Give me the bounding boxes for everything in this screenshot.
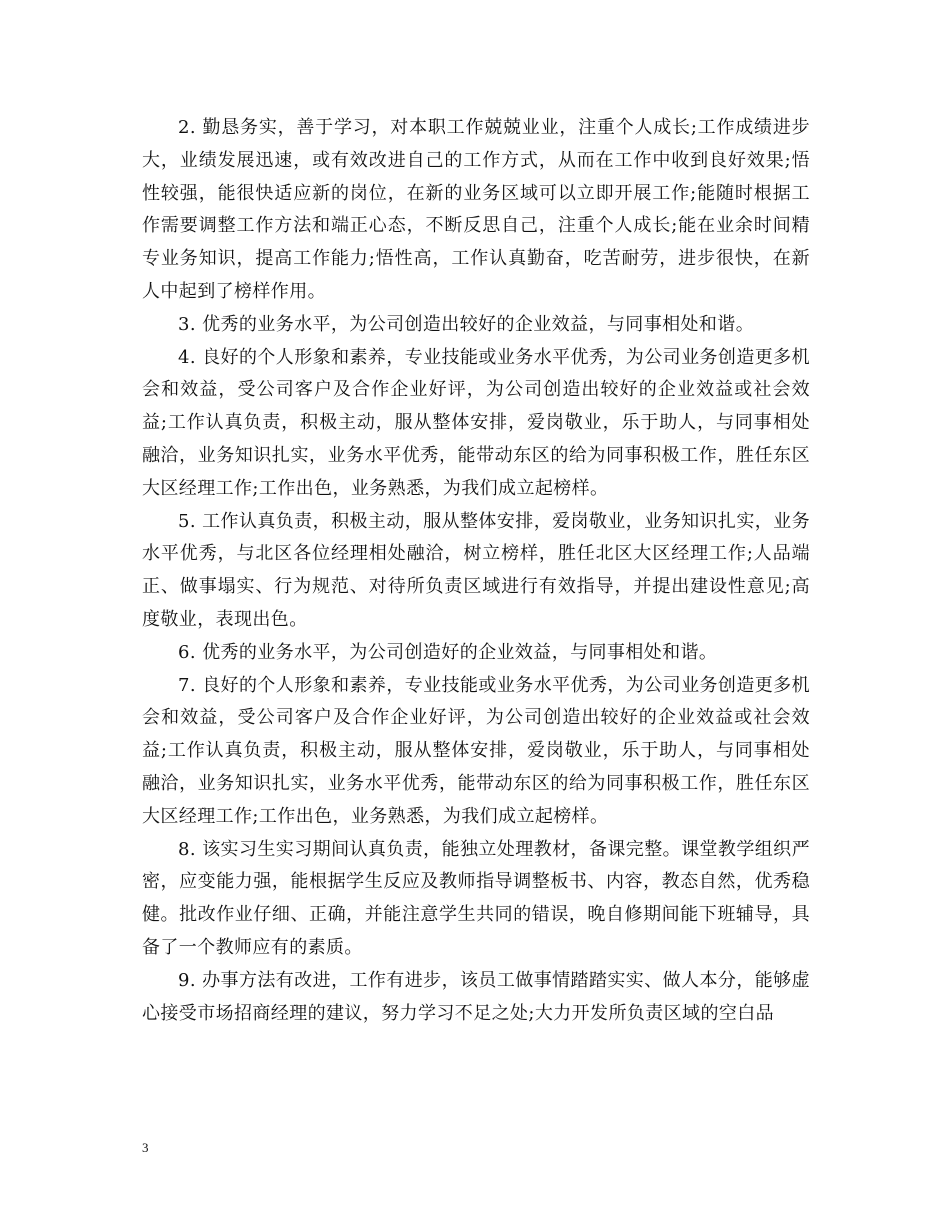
paragraph-9: 9. 办事方法有改进，工作有进步，该员工做事情踏踏实实、做人本分，能够虚心接受市场招商经理的建议，努力学习不足之处;大力开发所负责区域的空白品 [142,969,810,1024]
document-body [142,112,810,1030]
paragraph-6: 6. 优秀的业务水平，为公司创造好的企业效益，与同事相处和谐。 [178,641,718,663]
paragraph-7: 7. 良好的个人形象和素养，专业技能或业务水平优秀，为公司业务创造更多机会和效益，受公司客户及合作企业好评，为公司创造出较好的企业效益或社会效益;工作认真负责，积极主动，服从整体安排，爱岗敬业，乐于助人，与同事相处融洽，业务知识扎实，业务水平优秀，能带动东区的给为同事积极工作，胜任东区大区经理工作;工作出色，业务熟悉，为我们成立起榜样。 [142,674,810,827]
paragraph-3: 3. 优秀的业务水平，为公司创造出较好的企业效益，与同事相处和谐。 [178,313,755,335]
paragraph-8: 8. 该实习生实习期间认真负责，能独立处理教材，备课完整。课堂教学组织严密，应变能力强，能根据学生反应及教师指导调整板书、内容，教态自然，优秀稳健。批改作业仔细、正确，并能注意学生共同的错误，晚自修期间能下班辅导，具备了一个教师应有的素质。 [142,838,810,958]
paragraph-4: 4. 良好的个人形象和素养，专业技能或业务水平优秀，为公司业务创造更多机会和效益，受公司客户及合作企业好评，为公司创造出较好的企业效益或社会效益;工作认真负责，积极主动，服从整体安排，爱岗敬业，乐于助人，与同事相处融洽，业务知识扎实，业务水平优秀，能带动东区的给为同事积极工作，胜任东区大区经理工作;工作出色，业务熟悉，为我们成立起榜样。 [142,346,810,499]
paragraph-5: 5. 工作认真负责，积极主动，服从整体安排，爱岗敬业，业务知识扎实，业务水平优秀，与北区各位经理相处融洽，树立榜样，胜任北区大区经理工作;人品端正、做事塌实、行为规范、对待所负责区域进行有效指导，并提出建设性意见;高度敬业，表现出色。 [142,510,810,630]
page-number: 3 [142,1140,149,1155]
paragraph-2: 2. 勤恳务实，善于学习，对本职工作兢兢业业，注重个人成长;工作成绩进步大，业绩发展迅速，或有效改进自己的工作方式，从而在工作中收到良好效果;悟性较强，能很快适应新的岗位，在新的业务区域可以立即开展工作;能随时根据工作需要调整工作方法和端正心态，不断反思自己，注重个人成长;能在业余时间精专业务知识，提高工作能力;悟性高，工作认真勤奋，吃苦耐劳，进步很快，在新人中起到了榜样作用。 [142,117,810,302]
